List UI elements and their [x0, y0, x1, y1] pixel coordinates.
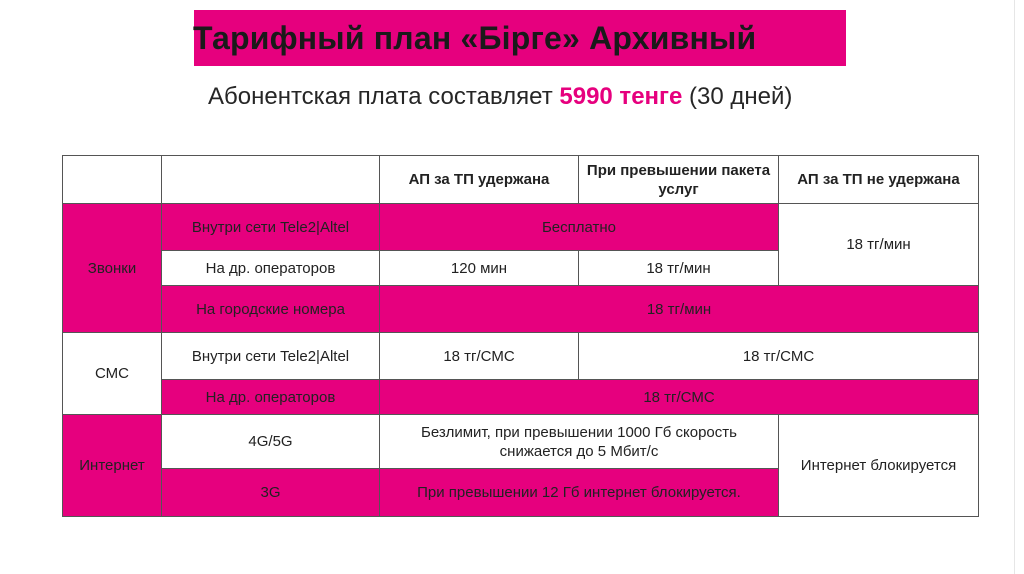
sms-other-ops-label: На др. операторов: [162, 380, 380, 415]
subscription-fee-line: [208, 83, 792, 111]
internet-4g5g-value: Безлимит, при превышении 1000 Гб скорость снижается до 5 Мбит/с: [380, 415, 779, 469]
calls-not-held-value: 18 тг/мин: [779, 204, 979, 286]
calls-other-ops-held: 120 мин: [380, 251, 579, 286]
table-row: [63, 333, 979, 380]
table-row: [63, 415, 979, 469]
sms-category: СМС: [63, 333, 162, 415]
fee-prefix: Абонентская плата составляет: [208, 83, 560, 110]
fee-suffix: (30 дней): [682, 83, 793, 110]
sms-other-ops-value: 18 тг/СМС: [380, 380, 979, 415]
fee-price: 5990 тенге: [559, 83, 683, 110]
calls-category: Звонки: [63, 204, 162, 333]
internet-3g-label: 3G: [162, 469, 380, 517]
internet-4g5g-label: 4G/5G: [162, 415, 380, 469]
sms-in-network-label: Внутри сети Tele2|Altel: [162, 333, 380, 380]
header-cell-empty: [162, 156, 380, 204]
internet-category: Интернет: [63, 415, 162, 517]
header-corner-cell: [63, 156, 162, 204]
calls-in-network-value: Бесплатно: [380, 204, 779, 251]
header-fee-held: АП за ТП удержана: [380, 156, 579, 204]
calls-other-ops-over: 18 тг/мин: [579, 251, 779, 286]
table-row: [63, 380, 979, 415]
calls-other-ops-label: На др. операторов: [162, 251, 380, 286]
sms-in-network-other: 18 тг/СМС: [579, 333, 979, 380]
calls-city-label: На городские номера: [162, 286, 380, 333]
internet-not-held-value: Интернет блокируется: [779, 415, 979, 517]
header-over-package: При превышении пакета услуг: [579, 156, 779, 204]
table-row: [63, 286, 979, 333]
table-header-row: [63, 156, 979, 204]
header-fee-not-held: АП за ТП не удержана: [779, 156, 979, 204]
page-title: Тарифный план «Бірге» Архивный: [193, 20, 757, 56]
sms-in-network-held: 18 тг/СМС: [380, 333, 579, 380]
calls-city-value: 18 тг/мин: [380, 286, 979, 333]
tariff-table: [62, 155, 979, 517]
slide-edge-line: [1014, 0, 1015, 574]
internet-3g-value: При превышении 12 Гб интернет блокируется.: [380, 469, 779, 517]
table-row: [63, 204, 979, 251]
calls-in-network-label: Внутри сети Tele2|Altel: [162, 204, 380, 251]
